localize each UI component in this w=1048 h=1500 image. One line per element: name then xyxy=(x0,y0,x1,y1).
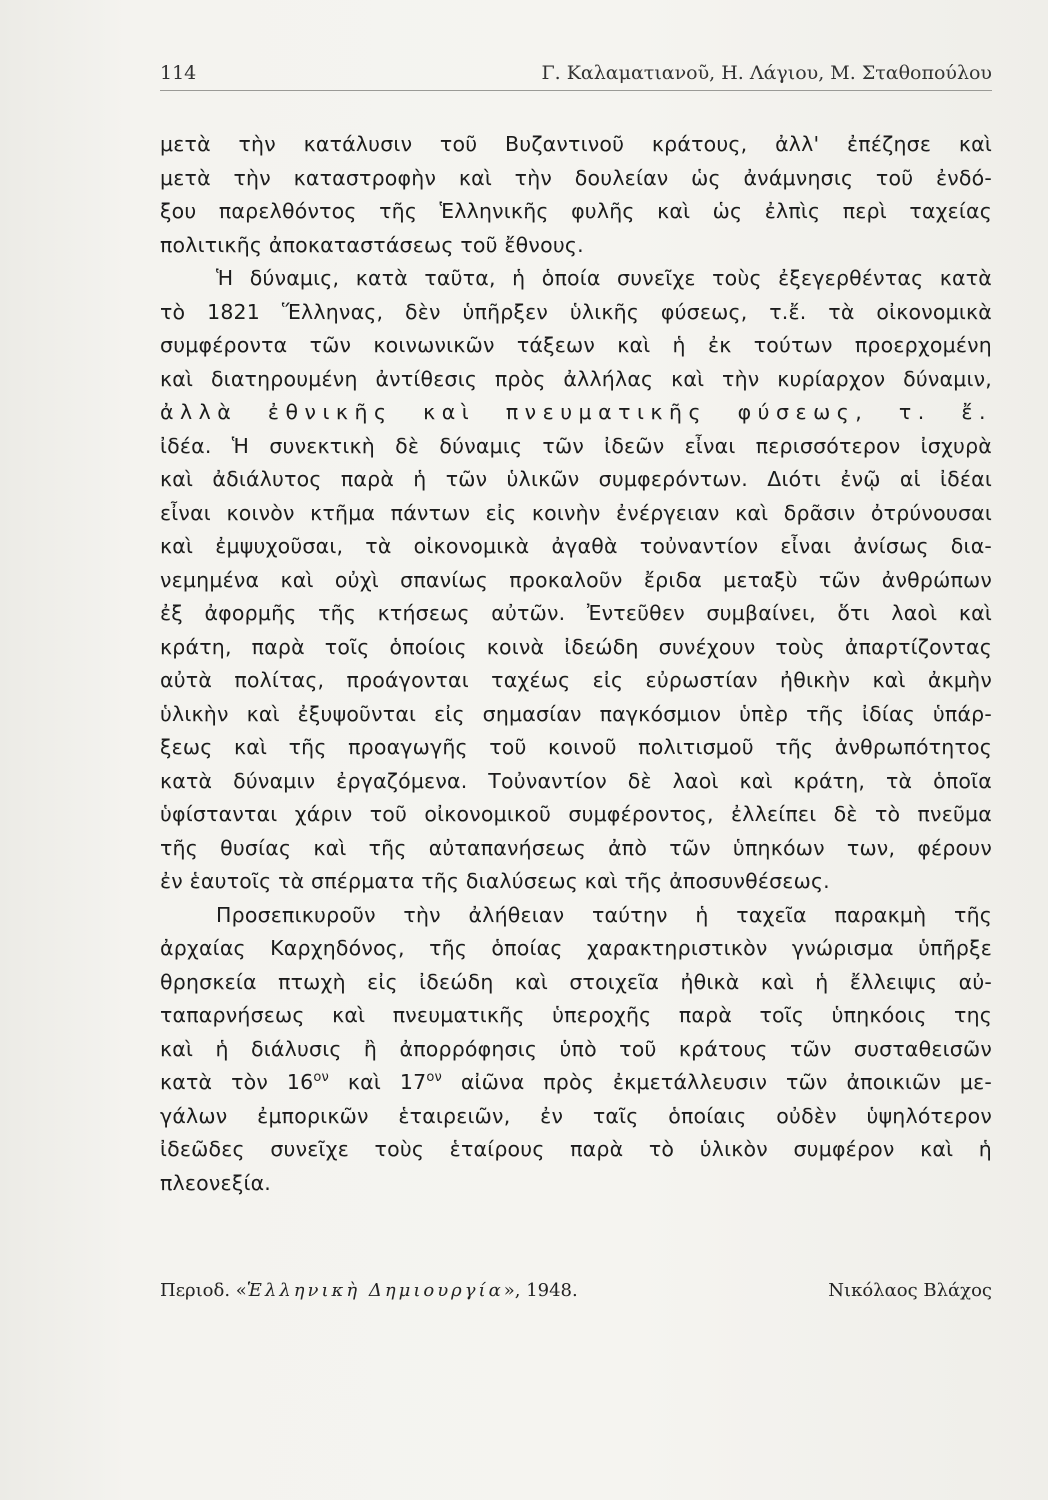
text-line: Προσεπικυροῦν τὴν ἀλήθειαν ταύτην ἡ ταχεῖα παρακμὴ τῆς xyxy=(216,902,992,927)
text-line: καὶ ἡ διάλυσις ἢ ἀπορρόφησις ὑπὸ τοῦ κράτους τῶν συσταθεισῶν xyxy=(160,1036,992,1061)
text-line-with-superscripts xyxy=(160,1066,992,1100)
source-suffix: », 1948. xyxy=(503,1280,578,1301)
text-line: εἶναι κοινὸν κτῆμα πάντων εἰς κοινὴν ἐνέργειαν καὶ δρᾶσιν ὀτρύνουσαι xyxy=(160,500,992,525)
text-line: συμφέροντα τῶν κοινωνικῶν τάξεων καὶ ἡ ἐκ τούτων προερχομένη xyxy=(160,333,992,357)
text-line: ξεως καὶ τῆς προαγωγῆς τοῦ κοινοῦ πολιτισμοῦ τῆς ἀνθρωπότητος xyxy=(160,735,992,759)
text-line: θρησκεία πτωχὴ εἰς ἰδεώδη καὶ στοιχεῖα ἠθικὰ καὶ ἡ ἔλλειψις αὐ- xyxy=(160,969,992,994)
text-line: μετὰ τὴν καταστροφὴν καὶ τὴν δουλείαν ὡς ἀνάμνησις τοῦ ἐνδό- xyxy=(160,165,992,190)
page-number: 114 xyxy=(160,62,197,84)
text-line: καὶ ἐμψυχοῦσαι, τὰ οἰκονομικὰ ἀγαθὰ τοὐναντίον εἶναι ἀνίσως δια- xyxy=(160,534,992,558)
text-line: τῆς θυσίας καὶ τῆς αὐταπανήσεως ἀπὸ τῶν ὑπηκόων των, φέρουν xyxy=(160,835,992,860)
superscript: ον xyxy=(313,1070,330,1086)
text-line: ὑλικὴν καὶ ἐξυψοῦνται εἰς σημασίαν παγκόσμιον ὑπὲρ τῆς ἰδίας ὑπάρ- xyxy=(160,701,992,726)
text-line: τὸ 1821 Ἕλληνας, δὲν ὑπῆρξεν ὑλικῆς φύσεως, τ.ἔ. τὰ οἰκονομικὰ xyxy=(160,299,992,324)
text-line: ταπαρνήσεως καὶ πνευματικῆς ὑπεροχῆς παρὰ τοῖς ὑπηκόοις της xyxy=(160,1003,992,1027)
text-line: ἀρχαίας Καρχηδόνος, τῆς ὁποίας χαρακτηριστικὸν γνώρισμα ὑπῆρξε xyxy=(160,936,992,960)
text-line: πολιτικῆς ἀποκαταστάσεως τοῦ ἔθνους. xyxy=(160,232,584,257)
superscript: ον xyxy=(426,1070,442,1086)
text-line: ἐξ ἀφορμῆς τῆς κτήσεως αὐτῶν. Ἐντεῦθεν συμβαίνει, ὅτι λαοὶ καὶ xyxy=(160,601,992,625)
text-line: καὶ ἀδιάλυτος παρὰ ἡ τῶν ὑλικῶν συμφερόντων. Διότι ἐνῷ αἱ ἰδέαι xyxy=(160,467,992,491)
source-reference xyxy=(160,1280,578,1301)
text-fragment: κατὰ τὸν 16 xyxy=(160,1070,314,1094)
source-citation xyxy=(160,1280,992,1310)
header-authors: Γ. Καλαματιανοῦ, Η. Λάγιου, Μ. Σταθοπούλου xyxy=(541,62,992,84)
text-line: ξου παρελθόντος τῆς Ἑλληνικῆς φυλῆς καὶ ὡς ἐλπὶς περὶ ταχείας xyxy=(160,199,992,223)
text-line: καὶ διατηρουμένη ἀντίθεσις πρὸς ἀλλήλας καὶ τὴν κυρίαρχον δύναμιν, xyxy=(160,366,992,391)
text-line: ὑφίστανται χάριν τοῦ οἰκονομικοῦ συμφέροντος, ἐλλείπει δὲ τὸ πνεῦμα xyxy=(160,802,992,826)
body-text xyxy=(160,128,992,1200)
text-line: γάλων ἐμπορικῶν ἑταιρειῶν, ἐν ταῖς ὁποίαις οὐδὲν ὑψηλότερον xyxy=(160,1103,992,1128)
text-line: πλεονεξία. xyxy=(160,1170,272,1195)
text-line: κράτη, παρὰ τοῖς ὁποίοις κοινὰ ἰδεώδη συνέχουν τοὺς ἀπαρτίζοντας xyxy=(160,634,992,659)
text-line: ἐν ἑαυτοῖς τὰ σπέρματα τῆς διαλύσεως καὶ τῆς ἀποσυνθέσεως. xyxy=(160,869,830,893)
text-line: αὐτὰ πολίτας, προάγονται ταχέως εἰς εὐρωστίαν ἠθικὴν καὶ ἀκμὴν xyxy=(160,668,992,692)
text-line: νεμημένα καὶ οὐχὶ σπανίως προκαλοῦν ἔριδα μεταξὺ τῶν ἀνθρώπων xyxy=(160,567,992,592)
journal-title: Ἑλληνικὴ Δημιουργία xyxy=(246,1280,504,1301)
text-line: ἰδεῶδες συνεῖχε τοὺς ἑταίρους παρὰ τὸ ὑλικὸν συμφέρον καὶ ἡ xyxy=(160,1137,992,1161)
text-fragment: αἰῶνα πρὸς ἐκμετάλλευσιν τῶν ἀποικιῶν με- xyxy=(441,1070,992,1094)
text-line: ἰδέα. Ἡ συνεκτικὴ δὲ δύναμις τῶν ἰδεῶν εἶναι περισσότερον ἰσχυρὰ xyxy=(160,433,992,458)
running-header xyxy=(160,60,992,91)
text-line: Ἡ δύναμις, κατὰ ταῦτα, ἡ ὁποία συνεῖχε τοὺς ἐξεγερθέντας κατὰ xyxy=(216,266,992,290)
source-prefix: Περιοδ. « xyxy=(160,1280,247,1301)
article-author: Νικόλαος Βλάχος xyxy=(828,1280,992,1301)
text-line-spaced: ἀλλὰ ἐθνικῆς καὶ πνευματικῆς φύσεως, τ. ἔ. xyxy=(160,400,992,424)
text-line: μετὰ τὴν κατάλυσιν τοῦ Βυζαντινοῦ κράτους, ἀλλ' ἐπέζησε καὶ xyxy=(160,132,992,156)
text-line: κατὰ δύναμιν ἐργαζόμενα. Τοὐναντίον δὲ λαοὶ καὶ κράτη, τὰ ὁποῖα xyxy=(160,768,992,793)
text-fragment: καὶ 17 xyxy=(329,1070,427,1094)
